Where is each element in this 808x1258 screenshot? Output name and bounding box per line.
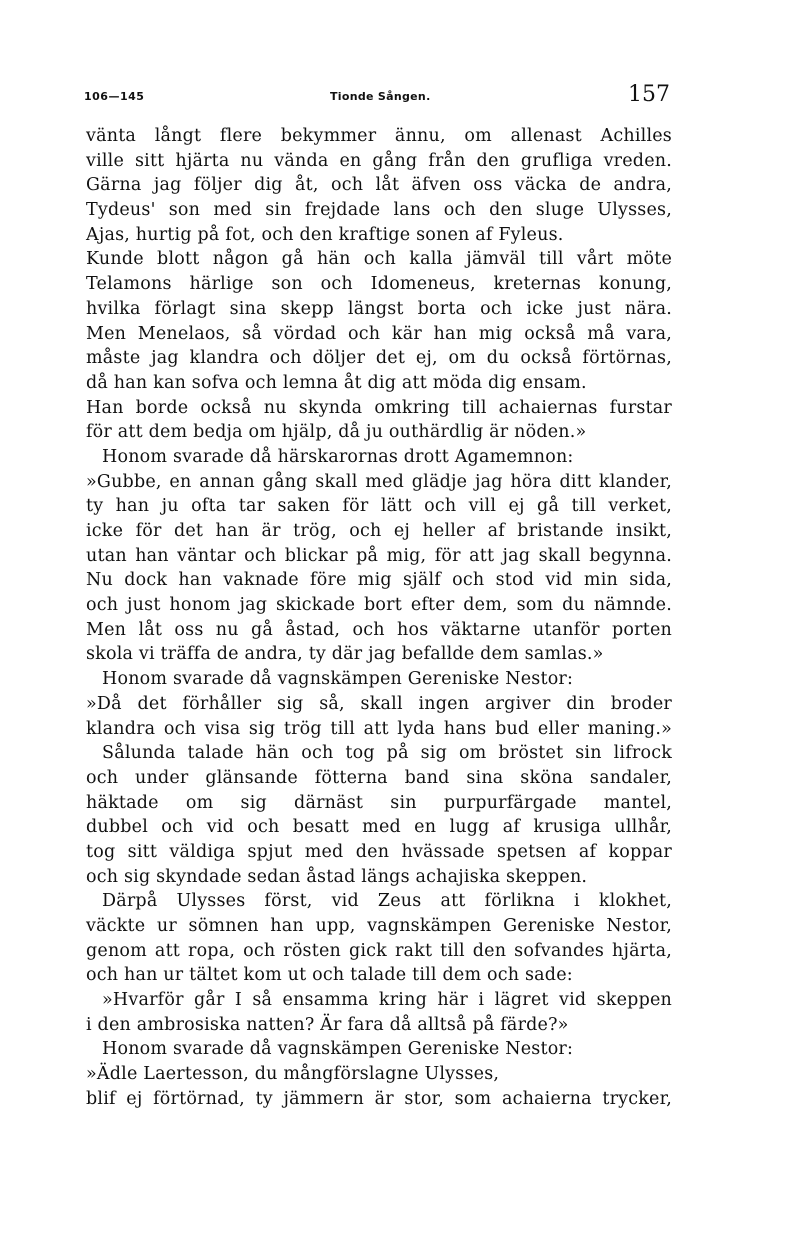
text-line: och under glänsande fötterna band sina sköna sandaler, [86,767,672,788]
text-line: Honom svarade då vagnskämpen Gereniske Nestor: [102,1039,574,1060]
text-line: »Gubbe, en annan gång skall med glädje jag höra ditt klander, [86,471,672,492]
text-line: klandra och visa sig trög till att lyda hans bud eller maning.» [86,718,672,739]
line-range: 106—145 [84,90,145,103]
running-header [84,82,676,110]
text-line: för att dem bedja om hjälp, då ju outhärdlig är nöden.» [86,422,587,443]
page-number: 157 [628,82,670,107]
text-line: skola vi träffa de andra, ty där jag befallde dem samlas.» [86,644,604,665]
text-line: hvilka förlagt sina skepp längst borta och icke just nära. [86,298,672,319]
text-line: tog sitt väldiga spjut med den hvässade spetsen af koppar [86,841,672,862]
text-line: »Hvarför går I så ensamma kring här i lägret vid skeppen [102,990,672,1011]
text-line: och han ur tältet kom ut och talade till dem och sade: [86,965,573,986]
text-line: genom att ropa, och rösten gick rakt till den sofvandes hjärta, [86,940,672,961]
text-line: »Ädle Laertesson, du mångförslagne Ulysses, [86,1064,500,1085]
text-line: ty han ju ofta tar saken för lätt och vill ej gå till verket, [86,496,672,517]
text-line: ville sitt hjärta nu vända en gång från den grufliga vreden. [86,150,672,171]
text-line: Men låt oss nu gå åstad, och hos väktarne utanför porten [86,619,672,640]
poem-text [86,124,672,1112]
text-line: dubbel och vid och besatt med en lugg af krusiga ullhår, [86,817,672,838]
text-line: Honom svarade då härskarornas drott Agamemnon: [102,446,574,467]
text-line: Men Menelaos, så vördad och kär han mig också må vara, [86,323,672,344]
text-line: »Då det förhåller sig så, skall ingen argiver din broder [86,693,672,714]
chapter-title: Tionde Sången. [330,90,431,103]
text-line: blif ej förtörnad, ty jämmern är stor, som achaierna trycker, [86,1088,672,1109]
text-line: Han borde också nu skynda omkring till achaiernas furstar [86,397,672,418]
text-line: och just honom jag skickade bort efter dem, som du nämnde. [86,595,672,616]
text-line: icke för det han är trög, och ej heller af bristande insikt, [86,521,672,541]
text-line: Kunde blott någon gå hän och kalla jämväl till vårt möte [86,249,672,270]
text-line: Tydeus' son med sin frejdade lans och den sluge Ulysses, [86,200,672,221]
text-line: Därpå Ulysses först, vid Zeus att förlikna i klokhet, [102,891,672,912]
text-line: och sig skyndade sedan åstad längs achajiska skeppen. [86,866,588,887]
text-line: Sålunda talade hän och tog på sig om bröstet sin lifrock [102,743,672,764]
text-line: Honom svarade då vagnskämpen Gereniske Nestor: [102,669,574,690]
text-line: vänta långt flere bekymmer ännu, om allenast Achilles [86,126,672,146]
text-line: väckte ur sömnen han upp, vagnskämpen Gereniske Nestor, [86,916,672,936]
text-line: häktade om sig därnäst sin purpurfärgade mantel, [86,792,672,813]
text-line: Telamons härlige son och Idomeneus, kreternas konung, [86,274,672,295]
text-line: utan han väntar och blickar på mig, för att jag skall begynna. [86,545,672,566]
text-line: måste jag klandra och döljer det ej, om du också förtörnas, [86,348,672,369]
text-line: då han kan sofva och lemna åt dig att möda dig ensam. [86,372,587,393]
text-line: Ajas, hurtig på fot, och den kraftige sonen af Fyleus. [86,224,564,245]
text-line: i den ambrosiska natten? Är fara då alltså på färde?» [86,1014,569,1035]
text-line: Nu dock han vaknade före mig själf och stod vid min sida, [86,570,672,591]
text-line: Gärna jag följer dig åt, och låt äfven oss väcka de andra, [86,175,672,196]
